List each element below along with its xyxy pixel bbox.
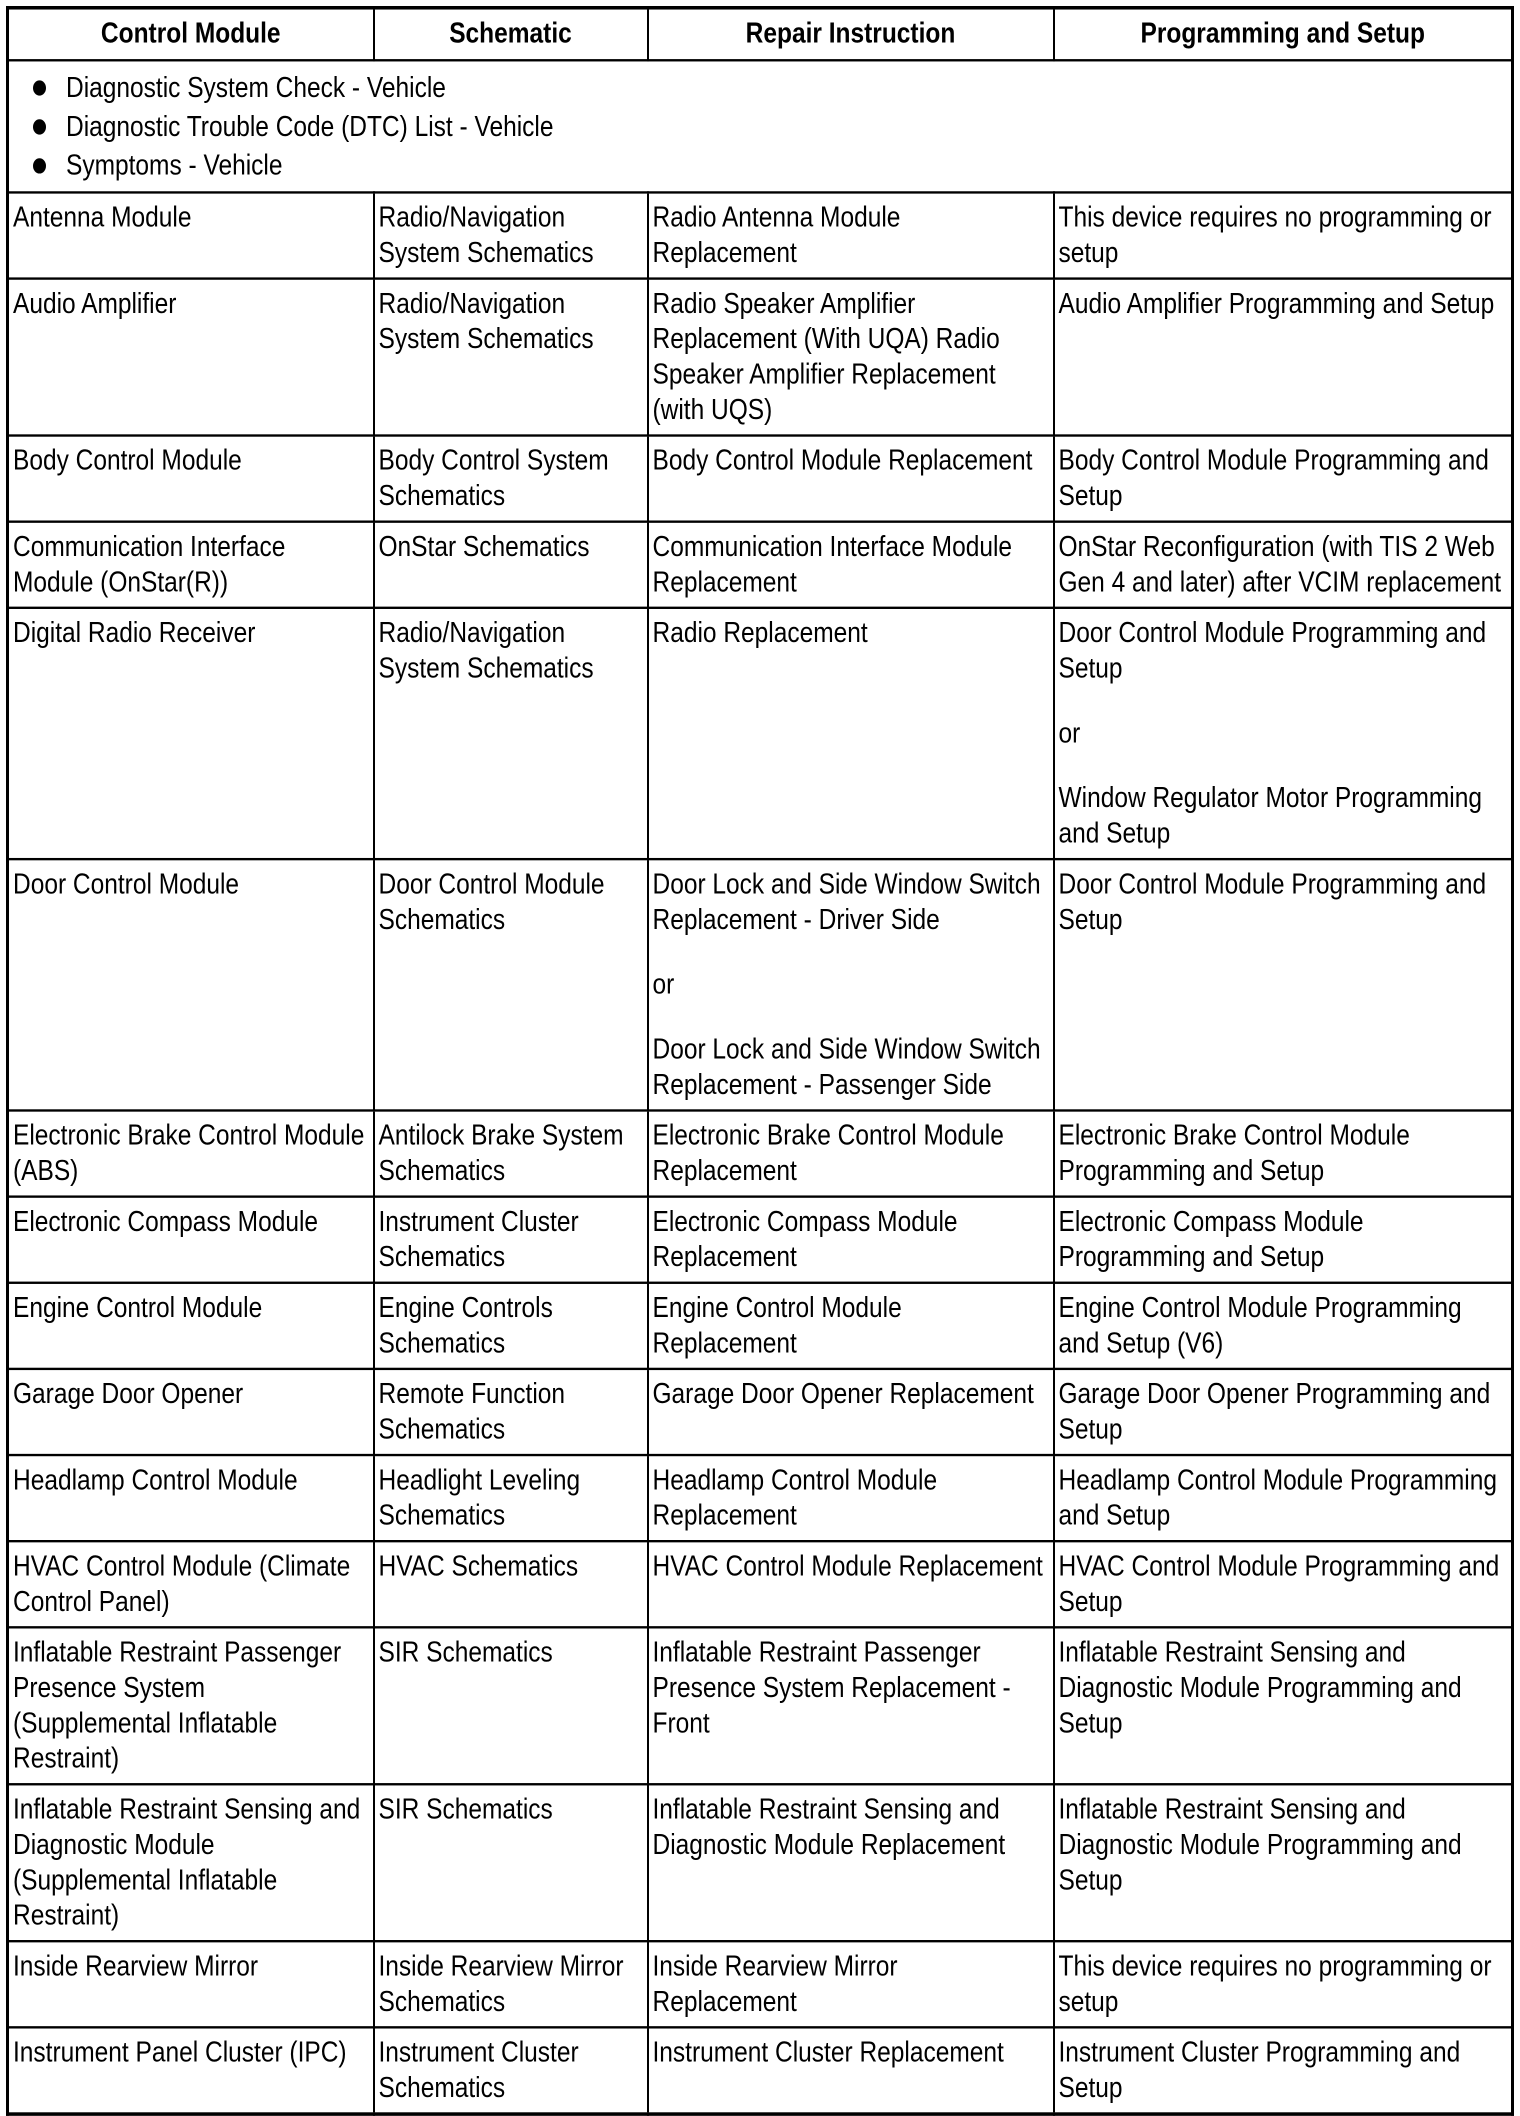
intro-link[interactable]: Diagnostic System Check - Vehicle: [66, 72, 446, 104]
cell-control-module: [8, 1455, 374, 1541]
cell-programming-setup: [1054, 1941, 1513, 2027]
cell-text: Radio Replacement: [652, 617, 868, 650]
table-row: [8, 1541, 1513, 1627]
cell-control-module: [8, 859, 374, 1110]
cell-programming-setup: [1054, 279, 1513, 436]
cell-programming-setup: [1054, 1283, 1513, 1369]
cell-schematic: [374, 1283, 648, 1369]
cell-schematic: [374, 1369, 648, 1455]
cell-control-module: [8, 1369, 374, 1455]
intro-row: [8, 60, 1513, 192]
table-row: [8, 1110, 1513, 1196]
control-module-table: [6, 6, 1514, 2116]
cell-control-module: [8, 1541, 374, 1627]
intro-list-item: [33, 146, 1507, 185]
cell-schematic: [374, 522, 648, 608]
cell-text: Inside Rearview Mirror Replacement: [652, 1950, 898, 2018]
cell-text: Engine Control Module Replacement: [652, 1292, 902, 1360]
intro-link[interactable]: Symptoms - Vehicle: [66, 149, 283, 182]
table-row: [8, 1283, 1513, 1369]
cell-text: HVAC Schematics: [378, 1550, 579, 1583]
cell-text: Inflatable Restraint Sensing and Diagnostic Module Programming and Setup: [1058, 1793, 1462, 1897]
cell-control-module: [8, 1941, 374, 2027]
cell-text: HVAC Control Module (Climate Control Panel): [13, 1550, 351, 1618]
cell-control-module: [8, 279, 374, 436]
cell-text: Communication Interface Module (OnStar(R)): [13, 531, 286, 599]
table-row: [8, 192, 1513, 278]
cell-schematic: [374, 608, 648, 859]
cell-schematic: [374, 279, 648, 436]
cell-text: Headlight Leveling Schematics: [378, 1464, 581, 1532]
cell-text: Electronic Brake Control Module Programming and Setup: [1058, 1119, 1410, 1188]
cell-text: Electronic Compass Module Replacement: [652, 1206, 958, 1274]
table-row: [8, 1941, 1513, 2027]
cell-schematic: [374, 1110, 648, 1196]
intro-link[interactable]: Diagnostic Trouble Code (DTC) List - Vehicle: [66, 111, 554, 143]
table-header-row: [8, 8, 1513, 61]
cell-text: Body Control Module Programming and Setup: [1058, 444, 1489, 513]
cell-repair-instruction: [648, 2027, 1054, 2114]
cell-text: Electronic Compass Module Programming and Setup: [1058, 1206, 1364, 1274]
header-programming-setup: Programming and Setup: [1054, 8, 1513, 61]
cell-repair-instruction: [648, 1283, 1054, 1369]
cell-repair-instruction: [648, 1784, 1054, 1941]
header-schematic: Schematic: [374, 8, 648, 61]
cell-repair-instruction: [648, 1541, 1054, 1627]
table-row: [8, 436, 1513, 522]
cell-control-module: [8, 192, 374, 278]
cell-programming-setup: [1054, 436, 1513, 522]
cell-programming-setup: [1054, 1369, 1513, 1455]
cell-text: Radio Antenna Module Replacement: [652, 201, 901, 270]
cell-text: Instrument Panel Cluster (IPC): [13, 2036, 347, 2069]
cell-text: Garage Door Opener: [13, 1378, 244, 1411]
cell-text: Engine Control Module: [13, 1292, 263, 1325]
cell-repair-instruction: [648, 859, 1054, 1110]
cell-programming-setup: [1054, 1627, 1513, 1784]
cell-repair-instruction: [648, 1455, 1054, 1541]
cell-repair-instruction: [648, 1110, 1054, 1196]
cell-programming-setup: [1054, 859, 1513, 1110]
cell-schematic: [374, 1941, 648, 2027]
cell-text: Inflatable Restraint Sensing and Diagnostic Module (Supplemental Inflatable Restraint): [13, 1793, 361, 1932]
cell-text: Inflatable Restraint Sensing and Diagnostic Module Replacement: [652, 1793, 1006, 1861]
cell-text: Audio Amplifier Programming and Setup: [1058, 288, 1495, 320]
cell-programming-setup: [1054, 2027, 1513, 2114]
document-page: [6, 6, 1511, 2116]
table-row: [8, 1369, 1513, 1455]
cell-text: Remote Function Schematics: [378, 1378, 566, 1446]
cell-schematic: [374, 1541, 648, 1627]
intro-cell: [8, 60, 1513, 192]
cell-schematic: [374, 859, 648, 1110]
cell-programming-setup: [1054, 1784, 1513, 1941]
table-row: [8, 1627, 1513, 1784]
cell-repair-instruction: [648, 1627, 1054, 1784]
cell-text: Garage Door Opener Programming and Setup: [1058, 1378, 1491, 1446]
cell-repair-instruction: [648, 436, 1054, 522]
cell-control-module: [8, 522, 374, 608]
cell-text: Inflatable Restraint Sensing and Diagnostic Module Programming and Setup: [1058, 1636, 1462, 1740]
table-row: [8, 279, 1513, 436]
cell-schematic: [374, 192, 648, 278]
cell-control-module: [8, 436, 374, 522]
cell-text: Door Control Module Programming and Setup: [1058, 617, 1487, 685]
cell-text: Door Lock and Side Window Switch Replacement - Driver Side: [652, 868, 1041, 936]
cell-repair-instruction: [648, 1941, 1054, 2027]
cell-text: Electronic Brake Control Module (ABS): [13, 1119, 365, 1188]
table-row: [8, 608, 1513, 859]
cell-text: Window Regulator Motor Programming and Setup: [1058, 782, 1482, 850]
cell-text: Digital Radio Receiver: [13, 617, 256, 650]
cell-text: Door Control Module Programming and Setup: [1058, 868, 1487, 936]
cell-control-module: [8, 1784, 374, 1941]
cell-schematic: [374, 436, 648, 522]
cell-text: Radio/Navigation System Schematics: [378, 288, 594, 356]
cell-schematic: [374, 1455, 648, 1541]
cell-text: Headlamp Control Module Programming and Setup: [1058, 1464, 1497, 1532]
table-row: [8, 2027, 1513, 2114]
cell-text: Antenna Module: [13, 201, 192, 234]
cell-repair-instruction: [648, 1197, 1054, 1283]
cell-text: Instrument Cluster Schematics: [378, 2036, 579, 2105]
cell-text: Engine Control Module Programming and Setup (V6): [1058, 1292, 1462, 1360]
cell-programming-setup: [1054, 522, 1513, 608]
cell-control-module: [8, 1627, 374, 1784]
cell-repair-instruction: [648, 279, 1054, 436]
cell-text: SIR Schematics: [378, 1793, 553, 1826]
cell-programming-setup: [1054, 1110, 1513, 1196]
cell-programming-setup: [1054, 1541, 1513, 1627]
cell-repair-instruction: [648, 192, 1054, 278]
cell-text: Instrument Cluster Replacement: [652, 2036, 1004, 2069]
table-row: [8, 1455, 1513, 1541]
cell-schematic: [374, 1627, 648, 1784]
cell-programming-setup: [1054, 1455, 1513, 1541]
table-row: [8, 522, 1513, 608]
cell-repair-instruction: [648, 608, 1054, 859]
table-row: [8, 1784, 1513, 1941]
cell-text: Garage Door Opener Replacement: [652, 1378, 1034, 1411]
cell-programming-setup: [1054, 192, 1513, 278]
cell-text: Inside Rearview Mirror: [13, 1950, 259, 1983]
cell-text: Radio Speaker Amplifier Replacement (With UQA) Radio Speaker Amplifier Replacement (with UQS): [652, 288, 1000, 427]
cell-programming-setup: [1054, 1197, 1513, 1283]
intro-list: [13, 69, 1507, 186]
cell-text: OnStar Reconfiguration (with TIS 2 Web Gen 4 and later) after VCIM replacement: [1058, 531, 1502, 599]
bullet-icon: [33, 119, 46, 134]
cell-text: HVAC Control Module Programming and Setup: [1058, 1550, 1500, 1618]
cell-text: Door Lock and Side Window Switch Replacement - Passenger Side: [652, 1033, 1041, 1102]
cell-text: This device requires no programming or setup: [1058, 201, 1492, 270]
bullet-icon: [33, 80, 46, 95]
cell-control-module: [8, 1110, 374, 1196]
cell-text: Body Control Module: [13, 444, 242, 477]
intro-list-item: [33, 69, 1507, 108]
cell-text: or: [652, 968, 675, 1001]
cell-text: Electronic Brake Control Module Replacement: [652, 1119, 1004, 1188]
bullet-icon: [33, 158, 46, 173]
cell-text: SIR Schematics: [378, 1636, 553, 1669]
cell-control-module: [8, 1197, 374, 1283]
cell-text: HVAC Control Module Replacement: [652, 1550, 1043, 1583]
cell-text: Electronic Compass Module: [13, 1206, 319, 1238]
cell-text: Radio/Navigation System Schematics: [378, 201, 594, 270]
cell-schematic: [374, 1784, 648, 1941]
cell-text: Communication Interface Module Replacement: [652, 531, 1013, 599]
cell-schematic: [374, 1197, 648, 1283]
header-control-module: Control Module: [8, 8, 374, 61]
cell-control-module: [8, 2027, 374, 2114]
cell-text: Door Control Module: [13, 868, 240, 901]
cell-text: Audio Amplifier: [13, 288, 177, 320]
cell-text: Body Control Module Replacement: [652, 444, 1033, 477]
cell-control-module: [8, 1283, 374, 1369]
cell-text: Inside Rearview Mirror Schematics: [378, 1950, 624, 2018]
table-row: [8, 1197, 1513, 1283]
cell-control-module: [8, 608, 374, 859]
cell-text: Inflatable Restraint Passenger Presence System (Supplemental Inflatable Restraint): [13, 1636, 342, 1775]
table-row: [8, 859, 1513, 1110]
cell-text: OnStar Schematics: [378, 531, 590, 563]
cell-programming-setup: [1054, 608, 1513, 859]
cell-text: Headlamp Control Module: [13, 1464, 298, 1497]
cell-text: Headlamp Control Module Replacement: [652, 1464, 938, 1532]
cell-repair-instruction: [648, 522, 1054, 608]
cell-text: Instrument Cluster Schematics: [378, 1206, 579, 1274]
header-repair-instruction: Repair Instruction: [648, 8, 1054, 61]
cell-text: Engine Controls Schematics: [378, 1292, 553, 1360]
cell-repair-instruction: [648, 1369, 1054, 1455]
cell-text: Body Control System Schematics: [378, 444, 609, 513]
cell-text: or: [1058, 717, 1081, 750]
cell-text: Instrument Cluster Programming and Setup: [1058, 2036, 1461, 2105]
intro-list-item: [33, 107, 1507, 146]
cell-text: Door Control Module Schematics: [378, 868, 605, 936]
cell-text: Antilock Brake System Schematics: [378, 1119, 624, 1188]
cell-text: This device requires no programming or setup: [1058, 1950, 1492, 2018]
cell-text: Inflatable Restraint Passenger Presence System Replacement - Front: [652, 1636, 1011, 1740]
cell-schematic: [374, 2027, 648, 2114]
cell-text: Radio/Navigation System Schematics: [378, 617, 594, 685]
